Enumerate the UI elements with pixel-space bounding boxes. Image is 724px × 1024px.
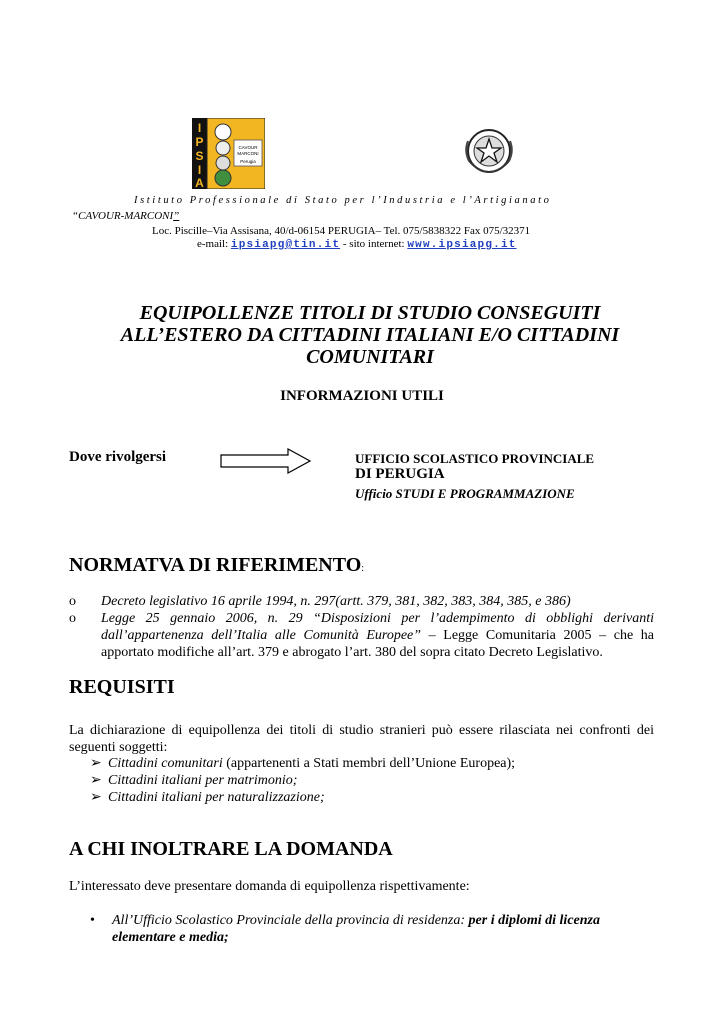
arrow-bullet-icon: ➢ bbox=[90, 773, 102, 788]
website-link[interactable]: www.ipsiapg.it bbox=[407, 239, 517, 251]
domanda-list bbox=[90, 912, 654, 946]
list-item: • All’Ufficio Scolastico Provinciale della provincia di residenza: per i diplomi di licenza elementare e media; bbox=[90, 913, 600, 945]
logo-caption: MARCONI bbox=[237, 151, 259, 156]
email-link[interactable]: ipsiapg@tin.it bbox=[230, 239, 341, 251]
list-item: ➢ Cittadini italiani per naturalizzazione; bbox=[90, 790, 325, 805]
arrow-bullet-icon: ➢ bbox=[90, 790, 102, 805]
title-line: EQUIPOLLENZE TITOLI DI STUDIO CONSEGUITI bbox=[139, 302, 601, 324]
requisiti-intro: La dichiarazione di equipollenza dei titoli di studio stranieri può essere rilasciata nei confronti dei seguenti soggetti: bbox=[69, 723, 654, 755]
list-bullet: o bbox=[69, 611, 76, 626]
normativa-list bbox=[69, 593, 654, 661]
requisiti-list bbox=[90, 755, 515, 806]
logo-letter: I bbox=[197, 163, 202, 177]
institute-name: Istituto Professionale di Stato per l’Industria e l’Artigianato bbox=[134, 195, 552, 206]
arrow-bullet-icon: ➢ bbox=[90, 756, 102, 771]
domanda-intro: L’interessato deve presentare domanda di equipollenza rispettivamente: bbox=[69, 879, 470, 894]
italian-republic-emblem-icon bbox=[460, 123, 518, 181]
dove-label: Dove rivolgersi bbox=[69, 449, 167, 465]
right-arrow-icon bbox=[220, 448, 312, 474]
list-item: ➢ Cittadini comunitari (appartenenti a Stati membri dell’Unione Europea); bbox=[90, 756, 516, 771]
email-label: e-mail: bbox=[197, 238, 229, 250]
normativa-heading: NORMATVA DI RIFERIMENTO: bbox=[69, 554, 365, 576]
office-city: DI PERUGIA bbox=[355, 466, 445, 482]
school-name: “CAVOUR-MARCONI” bbox=[72, 210, 180, 222]
logo-letter: S bbox=[195, 149, 204, 163]
requisiti-heading: REQUISITI bbox=[69, 676, 175, 698]
document-title bbox=[90, 302, 650, 368]
list-item: o Legge 25 gennaio 2006, n. 29 “Disposizioni per l’adempimento di obblighi derivanti dall’appartenenza dell’Italia alle Comunità Europee” – Legge Comunitaria 2005 – che ha apportato modifiche all’art. 379 e abrogato l’art. 380 del sopra citato Decreto Legislativo. bbox=[69, 611, 654, 660]
logo-caption: Perugia bbox=[240, 159, 256, 164]
list-bullet: o bbox=[69, 594, 76, 609]
ipsia-logo bbox=[192, 118, 265, 189]
logo-letter: P bbox=[195, 135, 204, 149]
logo-caption: CAVOUR bbox=[238, 145, 258, 150]
logo-letter: A bbox=[195, 176, 204, 189]
list-bullet: • bbox=[90, 913, 95, 928]
title-line: COMUNITARI bbox=[306, 346, 434, 368]
office-department: Ufficio STUDI E PROGRAMMAZIONE bbox=[355, 486, 575, 501]
logo-letter: I bbox=[197, 121, 202, 135]
office-name: UFFICIO SCOLASTICO PROVINCIALE bbox=[355, 451, 595, 466]
list-item: o Decreto legislativo 16 aprile 1994, n. 297(artt. 379, 381, 382, 383, 384, 385, e 386) bbox=[69, 594, 571, 609]
subtitle: INFORMAZIONI UTILI bbox=[280, 388, 444, 404]
domanda-heading: A CHI INOLTRARE LA DOMANDA bbox=[69, 838, 393, 860]
list-item: ➢ Cittadini italiani per matrimonio; bbox=[90, 773, 298, 788]
site-label: - sito internet: bbox=[340, 238, 405, 250]
contact-line bbox=[197, 238, 517, 251]
title-line: ALL’ESTERO DA CITTADINI ITALIANI E/O CITTADINI bbox=[120, 324, 620, 346]
school-address: Loc. Piscille–Via Assisana, 40/d-06154 PERUGIA– Tel. 075/5838322 Fax 075/32371 bbox=[152, 225, 531, 237]
